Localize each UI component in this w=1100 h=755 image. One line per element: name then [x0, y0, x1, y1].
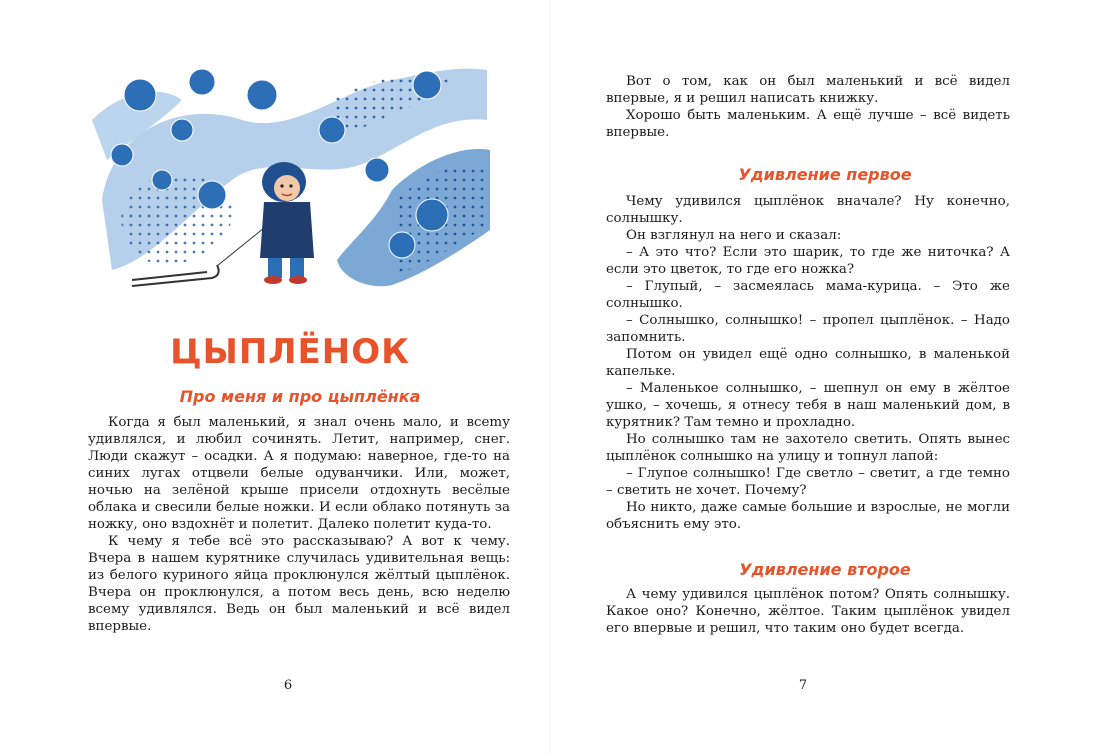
paragraph: Потом он увидел ещё одно солнышко, в маленькой капельке. [606, 347, 1010, 379]
left-page-text [88, 414, 510, 635]
paragraph: К чему я тебе всё это рассказываю? А вот к чему. Вчера в нашем курятнике случилась удивительная вещь: из белого куриного яйца проклюнулся жёлтый цыплёнок. Вчера он проклюнулся, а потом весь день, всю неделю всему удивлялся. Ведь он был маленький и всё видел впервые. [88, 534, 510, 634]
paragraph: Но никто, даже самые большие и взрослые, не могли объяснить ему это. [606, 500, 1010, 532]
paragraph: – Глупый, – засмеялась мама-курица. – Это же солнышко. [606, 279, 1010, 311]
right-page [550, 0, 1100, 755]
section-heading-second-wonder: Удивление второе [739, 560, 911, 579]
paragraph: Вот о том, как он был маленький и всё видел впервые, я и решил написать книжку. [606, 74, 1010, 106]
paragraph: – А это что? Если это шарик, то где же ниточка? А если это цветок, то где его ножка? [606, 245, 1010, 277]
paragraph: – Маленькое солнышко, – шепнул он ему в жёлтое ушко, – хочешь, я отнесу тебя в наш маленький дом, в курятник? Там темно и прохладно. [606, 381, 1010, 430]
winter-illustration [92, 60, 497, 292]
paragraph: – Солнышко, солнышко! – пропел цыплёнок. – Надо запомнить. [606, 313, 1010, 345]
paragraph: Хорошо быть маленьким. А ещё лучше – всё видеть впервые. [606, 108, 1010, 140]
page-number: 6 [283, 678, 293, 693]
chapter-title: ЦЫПЛЁНОК [170, 332, 410, 372]
paragraph: А чему удивился цыплёнок потом? Опять солнышку. Какое оно? Конечно, жёлтое. Таким цыплёнок увидел его впервые и решил, что таким оно будет всегда. [606, 587, 1010, 636]
page-number: 7 [798, 678, 808, 693]
intro-text [606, 73, 1010, 141]
paragraph: Он взглянул на него и сказал: [626, 228, 842, 243]
section-heading-about-me: Про меня и про цыплёнка [179, 387, 421, 406]
section1-text [606, 193, 1010, 533]
paragraph: Чему удивился цыплёнок вначале? Ну конечно, солнышку. [606, 194, 1010, 226]
section2-text [606, 586, 1010, 637]
section-heading-first-wonder: Удивление первое [738, 165, 912, 184]
paragraph: Когда я был маленький, я знал очень мало, и всеmу удивлялся, и любил сочинять. Летит, например, снег. Люди скажут – осадки. А я подумаю: наверное, где-то на синих лугах отцвели белые одуванчики. Или, может, ночью на зелёной крыше присели отдохнуть весёлые облака и свесили белые ножки. И если облако потянуть за ножку, оно вздохнёт и полетит. Далеко полетит куда-то. [88, 415, 510, 532]
paragraph: – Глупое солнышко! Где светло – светит, а где темно – светить не хочет. Почему? [606, 466, 1010, 498]
paragraph: Но солнышко там не захотело светить. Опять вынес цыплёнок солнышко на улицу и топнул лапой: [606, 432, 1010, 464]
